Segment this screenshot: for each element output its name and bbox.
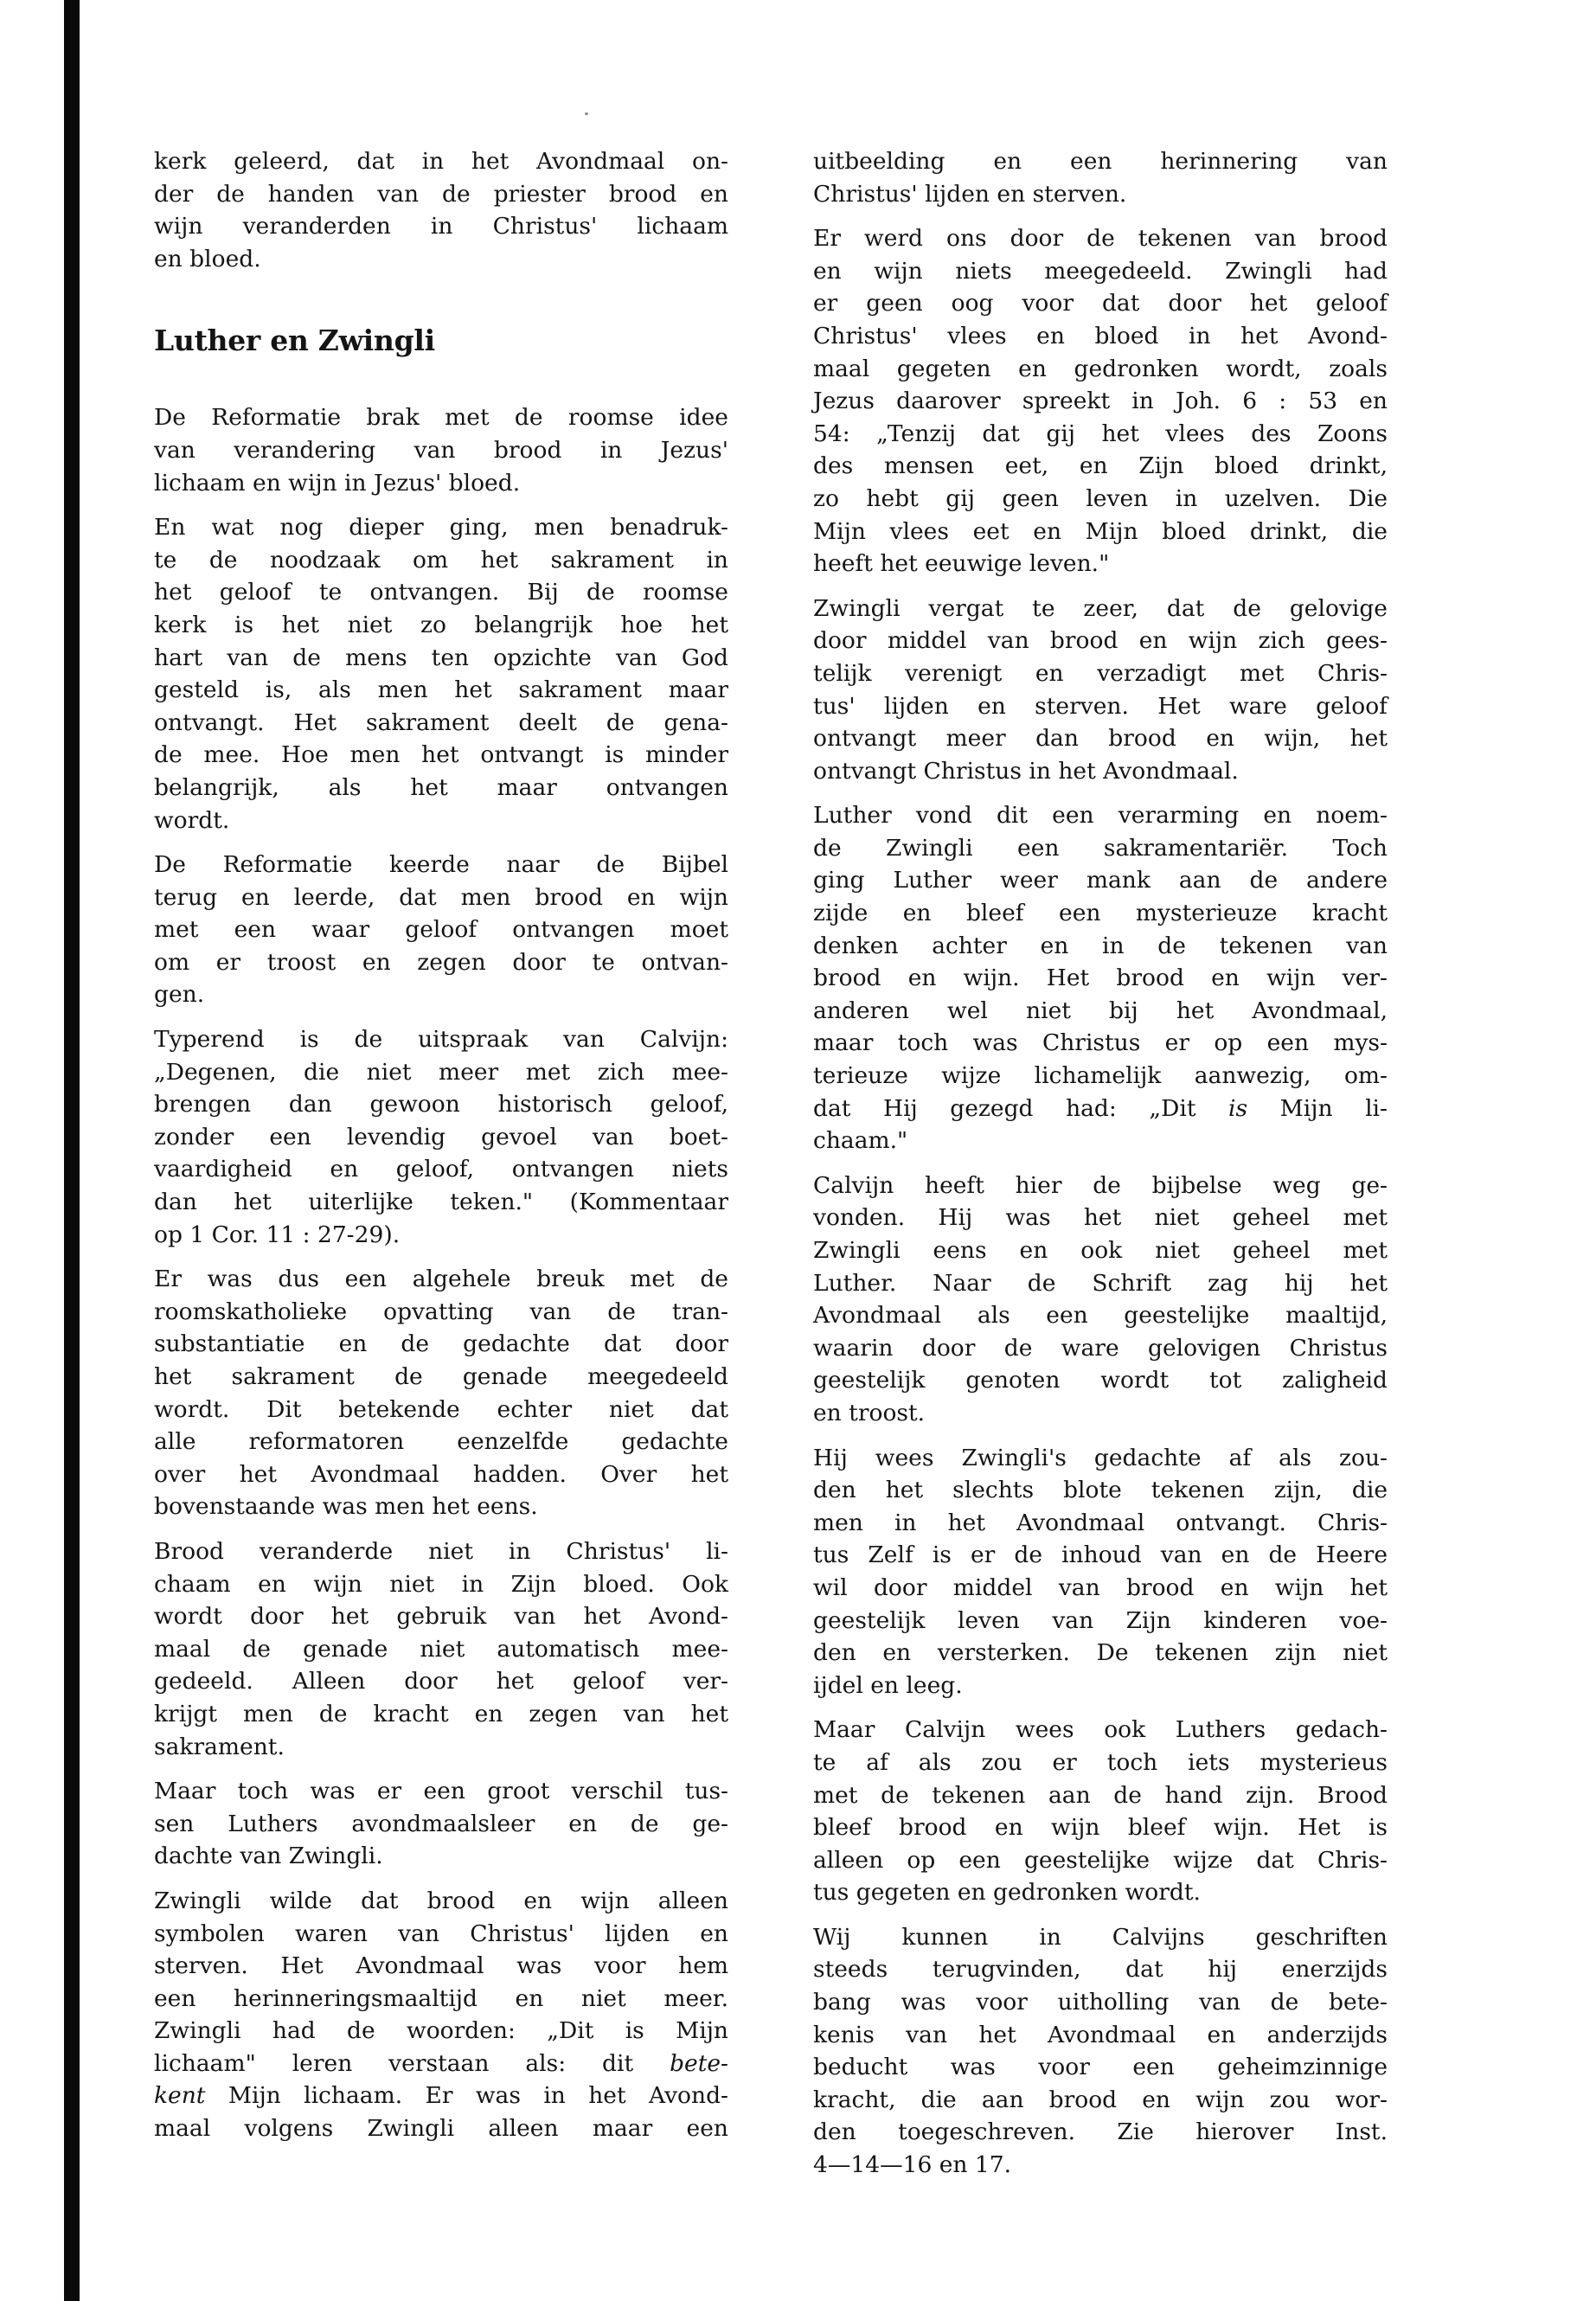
text-line: denken achter en in de tekenen van [813,932,1388,959]
text-line: Zwingli wilde dat brood en wijn alleen [154,1887,728,1914]
scan-edge-shadow [64,0,80,2301]
text-line: brengen dan gewoon historisch geloof, [154,1091,728,1118]
text-line [154,2048,728,2080]
text-line: chaam en wijn niet in Zijn bloed. Ook [154,1570,728,1598]
text-line [154,2080,728,2112]
text-line: er geen oog voor dat door het geloof [813,290,1388,317]
text-segment: Mijn lichaam. Er was in het Avond- [205,2082,728,2110]
paragraph [154,1535,728,1763]
text-line: dachte van Zwingli. [154,1843,383,1870]
text-line: te de noodzaak om het sakrament in [154,546,728,574]
text-line: tus Zelf is er de inhoud van en de Heere [813,1541,1388,1569]
text-line: chaam." [813,1127,908,1155]
text-line: hart van de mens ten opzichte van God [154,644,728,671]
text-line: ontvangt meer dan brood en wijn, het [813,725,1388,753]
text-line: bleef brood en wijn bleef wijn. Het is [813,1814,1388,1842]
text-line: met de tekenen aan de hand zijn. Brood [813,1781,1388,1809]
text-line: een herinneringsmaaltijd en niet meer. [154,1984,728,2012]
paragraph [154,849,728,1011]
text-line: terug en leerde, dat men brood en wijn [154,883,728,911]
text-line: alleen op een geestelijke wijze dat Chris- [813,1846,1388,1874]
text-line: Typerend is de uitspraak van Calvijn: [154,1026,728,1054]
text-line: „Degenen, die niet meer met zich mee- [154,1058,728,1086]
text-line: Maar toch was er een groot verschil tus- [154,1778,728,1805]
text-line: lichaam en wijn in Jezus' bloed. [154,469,521,497]
text-line: gen. [154,981,205,1009]
text-line: Zwingli eens en ook niet geheel met [813,1237,1388,1264]
text-segment: Mijn li- [1247,1094,1388,1122]
text-line: telijk verenigt en verzadigt met Chris- [813,659,1388,687]
text-line: de mee. Hoe men het ontvangt is minder [154,741,728,769]
text-line: geestelijk genoten wordt tot zaligheid [813,1367,1388,1394]
text-line: bovenstaande was men het eens. [154,1493,538,1521]
text-line: Calvijn heeft hier de bijbelse weg ge- [813,1171,1388,1199]
text-line: Er was dus een algehele breuk met de [154,1266,728,1293]
paragraph [154,1885,728,2145]
right-column [813,145,1388,2194]
text-line: geestelijk leven van Zijn kinderen voe- [813,1606,1388,1634]
section-heading: Luther en Zwingli [154,324,435,358]
text-line: roomskatholieke opvatting van de tran- [154,1298,728,1325]
text-line: ijdel en leeg. [813,1671,963,1699]
text-line: met een waar geloof ontvangen moet [154,916,728,944]
text-line: substantiatie en de gedachte dat door [154,1330,728,1358]
paragraph [154,1775,728,1873]
paragraph [154,401,728,499]
text-line: waarin door de ware gelovigen Christus [813,1334,1388,1362]
text-line: Maar Calvijn wees ook Luthers gedach- [813,1716,1388,1744]
text-line: over het Avondmaal hadden. Over het [154,1460,728,1488]
text-line: De Reformatie brak met de roomse idee [154,404,728,432]
text-line: kerk geleerd, dat in het Avondmaal on- [154,148,728,175]
text-line: steeds terugvinden, dat hij enerzijds [813,1956,1388,1984]
paragraph [813,1714,1388,1909]
text-line: heeft het eeuwige leven." [813,550,1110,578]
text-line: Luther. Naar de Schrift zag hij het [813,1269,1388,1297]
text-line: sterven. Het Avondmaal was voor hem [154,1952,728,1980]
text-line: Er werd ons door de tekenen van brood [813,225,1388,253]
paragraph [154,1263,728,1523]
text-line: te af als zou er toch iets mysterieus [813,1748,1388,1776]
text-line: de Zwingli een sakramentariër. Toch [813,834,1388,862]
text-line: den toegeschreven. Zie hierover Inst. [813,2118,1388,2146]
text-line: Hij wees Zwingli's gedachte af als zou- [813,1444,1388,1471]
text-segment: lichaam" leren verstaan als: dit [154,2049,634,2077]
italic-word: bete- [670,2049,728,2077]
text-line: en bloed. [154,245,261,272]
paragraph [813,1170,1388,1430]
paragraph [813,799,1388,1157]
text-line: ging Luther weer mank aan de andere [813,867,1388,894]
text-line: maal volgens Zwingli alleen maar een [154,2115,728,2143]
text-line: sen Luthers avondmaalsleer en de ge- [154,1810,728,1837]
text-line: beducht was voor een geheimzinnige [813,2054,1388,2081]
text-line: vonden. Hij was het niet geheel met [813,1204,1388,1232]
paragraph [813,593,1388,788]
text-line: uitbeelding en een herinnering van [813,148,1388,175]
text-line: Wij kunnen in Calvijns geschriften [813,1923,1388,1951]
text-line: den het slechts blote tekenen zijn, die [813,1477,1388,1504]
text-line: kracht, die aan brood en wijn zou wor- [813,2086,1388,2113]
intro-paragraph [154,145,728,275]
text-line: Zwingli had de woorden: „Dit is Mijn [154,2017,728,2045]
text-line: De Reformatie keerde naar de Bijbel [154,851,728,879]
text-line: Avondmaal als een geestelijke maaltijd, [813,1302,1388,1330]
text-line: wijn veranderden in Christus' lichaam [154,213,728,240]
text-line: het sakrament de genade meegedeeld [154,1363,728,1390]
text-line: 4—14—16 en 17. [813,2151,1012,2179]
text-line: het geloof te ontvangen. Bij de roomse [154,579,728,606]
text-line: zijde en bleef een mysterieuze kracht [813,900,1388,927]
text-line: wil door middel van brood en wijn het [813,1574,1388,1601]
paragraph [813,222,1388,580]
text-line: anderen wel niet bij het Avondmaal, [813,997,1388,1024]
italic-word: is [1228,1094,1248,1122]
paragraph [813,145,1388,210]
text-line: Jezus daarover spreekt in Joh. 6 : 53 en [813,388,1388,415]
text-line: vaardigheid en geloof, ontvangen niets [154,1156,728,1183]
text-line: kenis van het Avondmaal en anderzijds [813,2021,1388,2048]
text-line: en troost. [813,1399,926,1426]
text-line: tus gegeten en gedronken wordt. [813,1879,1201,1907]
text-line: krijgt men de kracht en zegen van het [154,1700,728,1727]
text-line: der de handen van de priester brood en [154,180,728,208]
scan-speck [585,112,588,115]
text-line: terieuze wijze lichamelijk aanwezig, om- [813,1062,1388,1090]
text-line: Mijn vlees eet en Mijn bloed drinkt, die [813,517,1388,545]
text-line: bang was voor uitholling van de bete- [813,1989,1388,2016]
paragraph [154,1023,728,1251]
text-line: ontvangt. Het sakrament deelt de gena- [154,708,728,736]
text-line: op 1 Cor. 11 : 27-29). [154,1221,401,1248]
text-line: Luther vond dit een verarming en noem- [813,802,1388,830]
text-line: gesteld is, als men het sakrament maar [154,676,728,704]
text-line: Zwingli vergat te zeer, dat de gelovige [813,594,1388,622]
text-line: En wat nog dieper ging, men benadruk- [154,514,728,542]
text-line: zo hebt gij geen leven in uzelven. Die [813,484,1388,512]
text-line: kerk is het niet zo belangrijk hoe het [154,611,728,638]
text-line: men in het Avondmaal ontvangt. Chris- [813,1509,1388,1536]
text-line: door middel van brood en wijn zich gees- [813,627,1388,655]
italic-word: kent [154,2082,206,2110]
text-line: tus' lijden en sterven. Het ware geloof [813,692,1388,720]
text-line: des mensen eet, en Zijn bloed drinkt, [813,452,1388,480]
text-line: sakrament. [154,1733,285,1760]
text-line: symbolen waren van Christus' lijden en [154,1920,728,1947]
text-line: dan het uiterlijke teken." (Kommentaar [154,1189,728,1216]
text-line: Christus' vlees en bloed in het Avond- [813,322,1388,349]
text-line: den en versterken. De tekenen zijn niet [813,1639,1388,1667]
text-line: belangrijk, als het maar ontvangen [154,773,728,801]
left-column [154,145,728,2157]
text-line: Brood veranderde niet in Christus' li- [154,1537,728,1565]
text-line: maal gegeten en gedronken wordt, zoals [813,355,1388,382]
text-line: en wijn niets meegedeeld. Zwingli had [813,257,1388,285]
text-line: zonder een levendig gevoel van boet- [154,1123,728,1150]
text-line: brood en wijn. Het brood en wijn ver- [813,965,1388,992]
text-line: maar toch was Christus er op een mys- [813,1029,1388,1057]
text-line [813,1093,1388,1125]
text-line: maal de genade niet automatisch mee- [154,1635,728,1663]
text-line: wordt. Dit betekende echter niet dat [154,1395,728,1423]
text-line: van verandering van brood in Jezus' [154,436,728,464]
text-line: wordt door het gebruik van het Avond- [154,1603,728,1631]
text-line: alle reformatoren eenzelfde gedachte [154,1428,728,1456]
text-line: 54: „Tenzij dat gij het vlees des Zoons [813,420,1388,447]
text-line: wordt. [154,806,230,834]
text-line: ontvangt Christus in het Avondmaal. [813,757,1239,785]
text-line: Christus' lijden en sterven. [813,180,1127,208]
text-line: om er troost en zegen door te ontvan- [154,948,728,976]
paragraph [154,511,728,836]
text-segment: dat Hij gezegd had: „Dit [813,1094,1229,1122]
paragraph [813,1921,1388,2182]
paragraph [813,1442,1388,1702]
text-line: gedeeld. Alleen door het geloof ver- [154,1668,728,1695]
